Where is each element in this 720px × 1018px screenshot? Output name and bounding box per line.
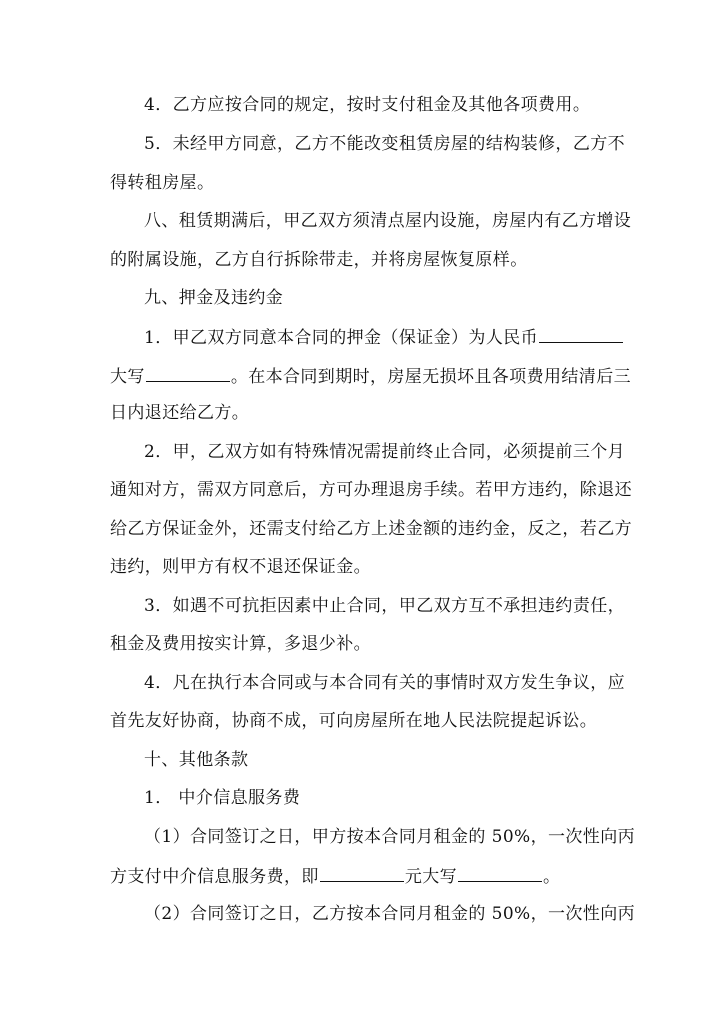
termination-clause-line-3: 给乙方保证金外，还需支付给乙方上述金额的违约金，反之，若乙方 xyxy=(110,519,632,539)
deposit-words-label: 大写 xyxy=(110,367,145,387)
deposit-clause-line-3: 日内退还给乙方。 xyxy=(110,403,250,423)
section-8-line-1: 八、租赁期满后，甲乙双方须清点屋内设施，房屋内有乙方增设 xyxy=(144,211,632,231)
deposit-words-blank xyxy=(146,364,230,382)
termination-clause-line-2: 通知对方，需双方同意后，方可办理退房手续。若甲方违约，除退还 xyxy=(110,480,632,500)
agency-fee-words-label: 元大写 xyxy=(404,867,458,887)
dispute-clause-line-2: 首先友好协商，协商不成，可向房屋所在地人民法院提起诉讼。 xyxy=(110,711,598,731)
termination-clause-line-4: 违约，则甲方有权不退还保证金。 xyxy=(110,557,371,577)
section-10-heading: 十、其他条款 xyxy=(144,750,249,770)
termination-clause-line-1: 2．甲，乙双方如有特殊情况需提前终止合同，必须提前三个月 xyxy=(144,442,626,462)
deposit-amount-blank xyxy=(539,325,623,343)
section-9-heading: 九、押金及违约金 xyxy=(144,288,284,308)
clause-5-line-2: 得转租房屋。 xyxy=(110,173,215,193)
clause-4-payment: 4．乙方应按合同的规定，按时支付租金及其他各项费用。 xyxy=(144,95,591,115)
agency-fee-words-blank xyxy=(458,864,542,882)
agency-fee-end: 。 xyxy=(543,867,561,887)
deposit-clause-line-1 xyxy=(144,325,614,349)
section-8-line-2: 的附属设施，乙方自行拆除带走，并将房屋恢复原样。 xyxy=(110,250,528,270)
agency-fee-text: 方支付中介信息服务费，即 xyxy=(110,867,319,887)
deposit-refund-text: 。在本合同到期时，房屋无损坏且各项费用结清后三 xyxy=(230,367,632,387)
agency-fee-heading: 1． 中介信息服务费 xyxy=(144,788,301,808)
clause-5-line-1: 5．未经甲方同意，乙方不能改变租赁房屋的结构装修，乙方不 xyxy=(144,134,626,154)
force-majeure-line-1: 3．如遇不可抗拒因素中止合同，甲乙双方互不承担违约责任， xyxy=(144,596,626,616)
agency-fee-party-a-line-2 xyxy=(110,864,614,888)
deposit-clause-line-2 xyxy=(110,364,632,388)
agency-fee-amount-blank xyxy=(320,864,404,882)
deposit-text: 1．甲乙双方同意本合同的押金（保证金）为人民币 xyxy=(144,328,539,348)
dispute-clause-line-1: 4．凡在执行本合同或与本合同有关的事情时双方发生争议，应 xyxy=(144,673,626,693)
agency-fee-party-b-line-1: （2）合同签订之日，乙方按本合同月租金的 50%，一次性向丙 xyxy=(144,904,636,924)
force-majeure-line-2: 租金及费用按实计算，多退少补。 xyxy=(110,634,371,654)
agency-fee-party-a-line-1: （1）合同签订之日，甲方按本合同月租金的 50%，一次性向丙 xyxy=(144,827,636,847)
